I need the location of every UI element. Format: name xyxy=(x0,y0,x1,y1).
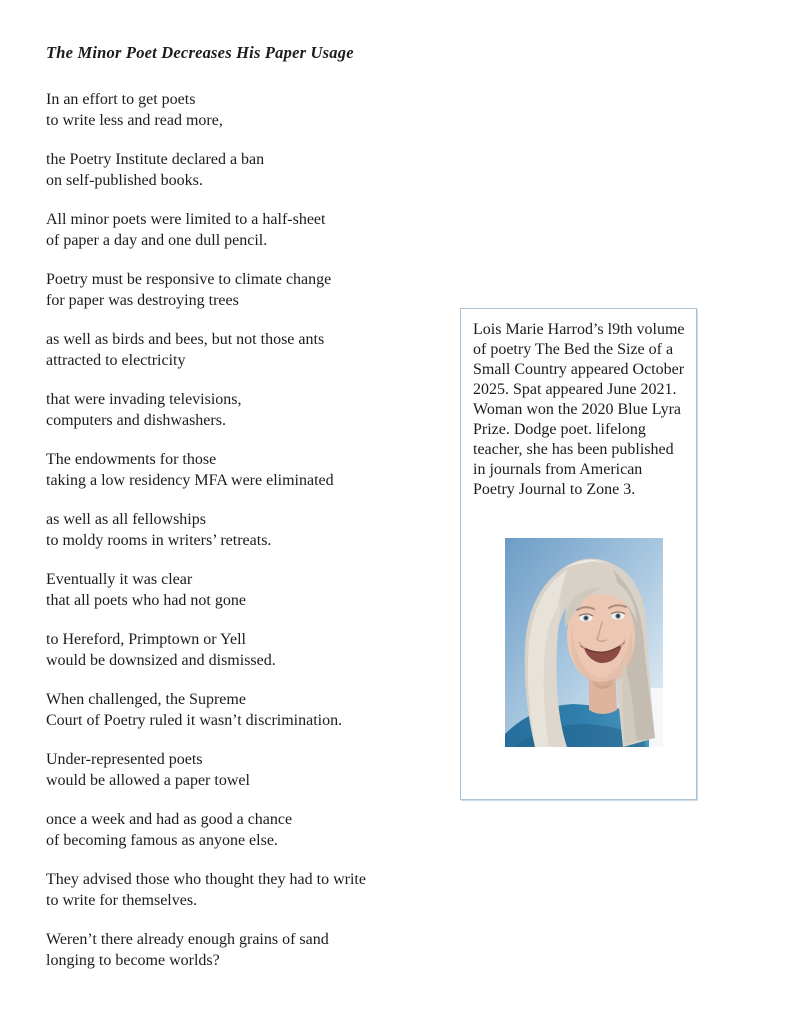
poem-line: to write for themselves. xyxy=(46,892,198,909)
poem-stanza xyxy=(46,149,446,191)
poem-line: Weren’t there already enough grains of sand xyxy=(46,931,329,948)
poem-stanza xyxy=(46,509,446,551)
poem-line: When challenged, the Supreme xyxy=(46,691,246,708)
poem-stanza xyxy=(46,89,446,131)
poem-line: as well as birds and bees, but not those ants xyxy=(46,331,325,348)
poem-stanza xyxy=(46,389,446,431)
poem-line: Poetry must be responsive to climate change xyxy=(46,271,332,288)
poem-title: The Minor Poet Decreases His Paper Usage xyxy=(46,43,354,62)
poem-stanza xyxy=(46,569,446,611)
poem-line: once a week and had as good a chance xyxy=(46,811,293,828)
poem-line: Under-represented poets xyxy=(46,751,203,768)
author-photo xyxy=(505,538,663,747)
poem-stanza xyxy=(46,929,446,971)
poem-line: to moldy rooms in writers’ retreats. xyxy=(46,532,272,549)
poem-line: to write less and read more, xyxy=(46,112,223,129)
poem-line: They advised those who thought they had to write xyxy=(46,871,366,888)
poem-stanza xyxy=(46,689,446,731)
poem-stanza xyxy=(46,749,446,791)
poem-line: would be downsized and dismissed. xyxy=(46,652,276,669)
poem-line: on self-published books. xyxy=(46,172,203,189)
poem-stanza xyxy=(46,329,446,371)
author-bio-box xyxy=(460,308,697,800)
poem-line: The endowments for those xyxy=(46,451,217,468)
poem-line: In an effort to get poets xyxy=(46,91,196,108)
poem-line: for paper was destroying trees xyxy=(46,292,239,309)
poem-stanza xyxy=(46,629,446,671)
portrait-illustration xyxy=(505,538,663,747)
poem-line: to Hereford, Primptown or Yell xyxy=(46,631,246,648)
poem-line: that were invading televisions, xyxy=(46,391,242,408)
poem-stanza xyxy=(46,209,446,251)
poem-line: attracted to electricity xyxy=(46,352,186,369)
poem-line: longing to become worlds? xyxy=(46,952,220,969)
poem-line: the Poetry Institute declared a ban xyxy=(46,151,265,168)
poem-stanza xyxy=(46,869,446,911)
poem-line: Court of Poetry ruled it wasn’t discrimination. xyxy=(46,712,343,729)
poem-line: that all poets who had not gone xyxy=(46,592,246,609)
poem-line: computers and dishwashers. xyxy=(46,412,226,429)
poem-stanza xyxy=(46,809,446,851)
poem-line: Eventually it was clear xyxy=(46,571,193,588)
poem xyxy=(46,42,446,989)
poem-line: taking a low residency MFA were eliminated xyxy=(46,472,334,489)
author-bio-text: Lois Marie Harrod’s l9th volume of poetry The Bed the Size of a Small Country appeared October 2025. Spat appeared June 2021. Woman won the 2020 Blue Lyra Prize. Dodge poet. lifelong teacher, she has been published in journals from American Poetry Journal to Zone 3. xyxy=(473,321,685,498)
poem-line: of paper a day and one dull pencil. xyxy=(46,232,268,249)
poem-line: All minor poets were limited to a half-sheet xyxy=(46,211,326,228)
poem-line: as well as all fellowships xyxy=(46,511,206,528)
poem-line: of becoming famous as anyone else. xyxy=(46,832,278,849)
poem-stanza xyxy=(46,449,446,491)
poem-line: would be allowed a paper towel xyxy=(46,772,250,789)
poem-stanza xyxy=(46,269,446,311)
